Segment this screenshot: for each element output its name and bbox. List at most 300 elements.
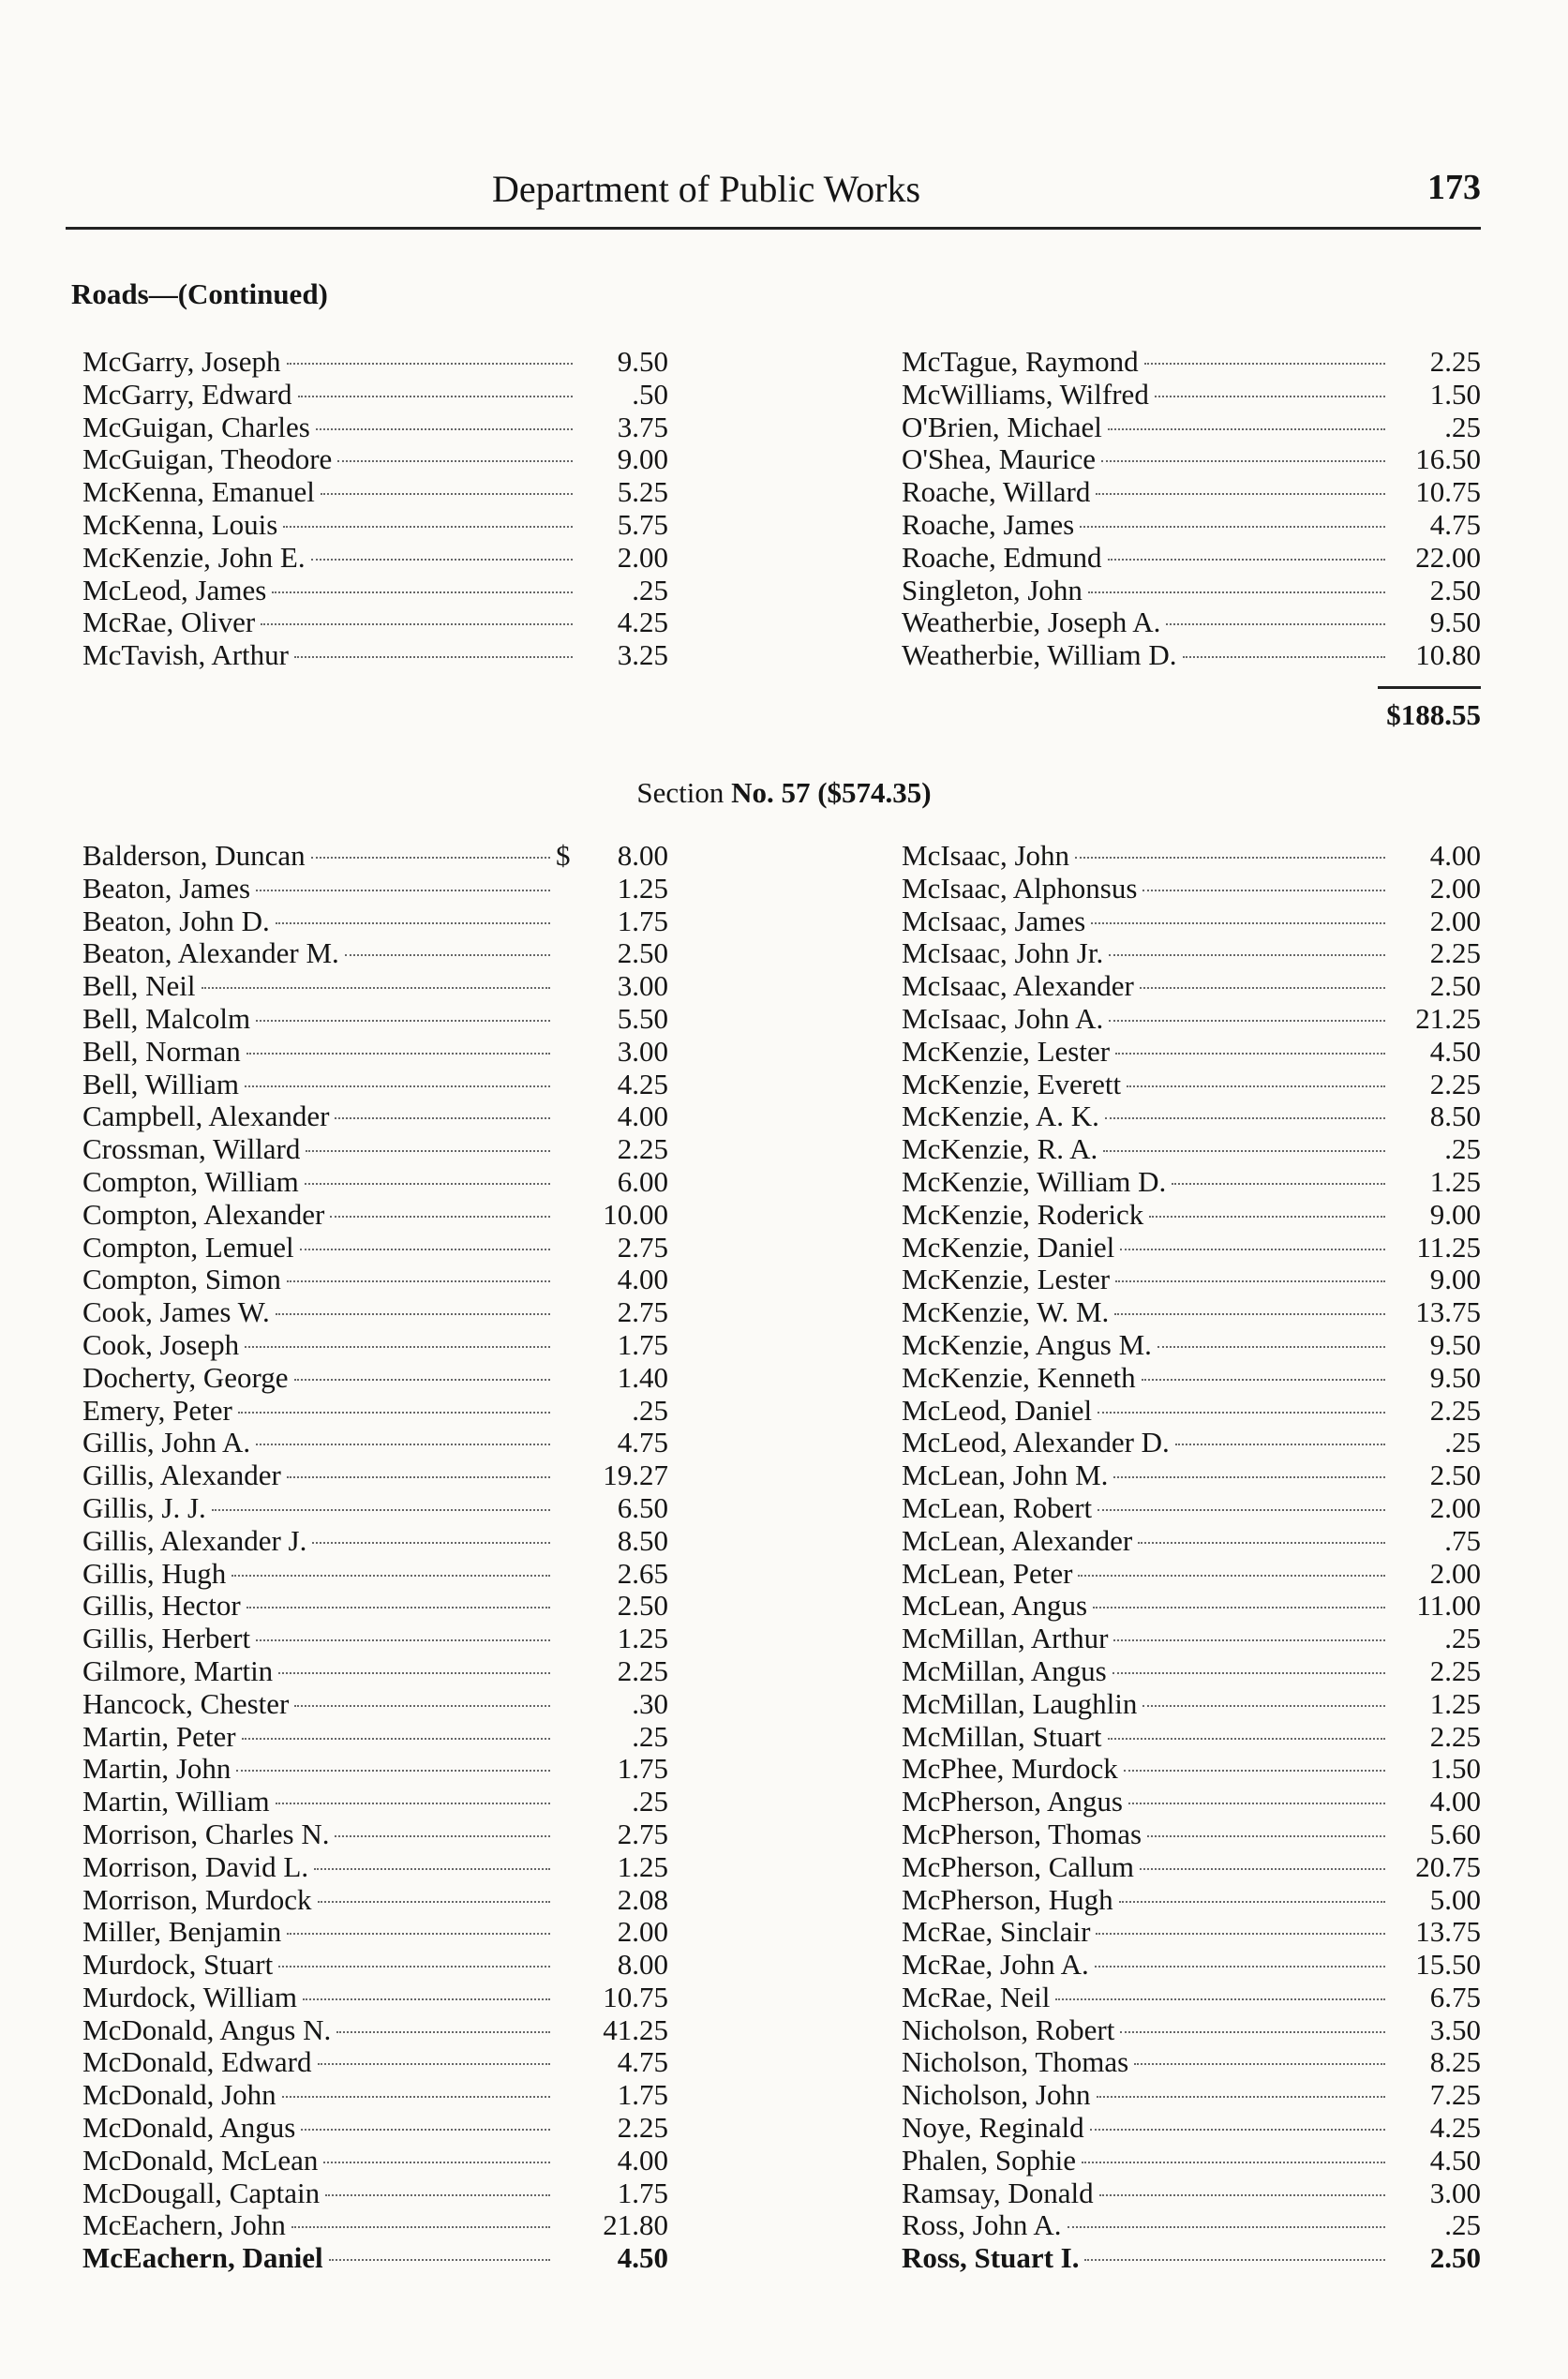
payee-name: McDonald, John (82, 2078, 276, 2112)
ledger-row (82, 1916, 668, 1949)
payee-name: Beaton, James (82, 871, 251, 905)
payment-amount: .50 (632, 377, 668, 411)
dot-leader (1090, 2129, 1385, 2131)
ledger-row (82, 443, 668, 476)
payee-name: McKenzie, Angus M. (902, 1327, 1152, 1361)
ledger-row (82, 1721, 668, 1754)
payee-name: Noye, Reginald (902, 2111, 1084, 2145)
payee-name: Cook, James W. (82, 1295, 270, 1329)
payee-name: McTavish, Arthur (82, 638, 289, 672)
dot-leader (1142, 1379, 1385, 1381)
payment-amount: 9.50 (1429, 1327, 1481, 1361)
ledger-row (902, 2046, 1481, 2079)
payment-amount: 1.50 (1429, 1752, 1481, 1786)
payee-name: McEachern, Daniel (82, 2241, 323, 2275)
payment-amount: 1.75 (617, 1327, 668, 1361)
ledger-row (902, 639, 1481, 672)
payee-name: McLean, Peter (902, 1556, 1073, 1590)
ledger-row (82, 970, 668, 1003)
payee-name: McLeod, Alexander D. (902, 1426, 1170, 1459)
payment-amount: 2.00 (617, 1915, 668, 1949)
payment-amount: 2.65 (617, 1556, 668, 1590)
dot-leader (1075, 857, 1385, 859)
ledger-row (82, 1753, 668, 1786)
payee-name: McKenzie, A. K. (902, 1100, 1099, 1133)
payee-name: Emery, Peter (82, 1393, 232, 1427)
payment-amount: 1.25 (617, 871, 668, 905)
ledger-row (82, 1395, 668, 1428)
payment-amount: 6.75 (1429, 1980, 1481, 2013)
ledger-row (902, 1133, 1481, 1166)
ledger-row (902, 2112, 1481, 2145)
ledger-row (82, 1069, 668, 1101)
payee-name: Nicholson, John (902, 2078, 1091, 2112)
ledger-row (82, 2079, 668, 2112)
dot-leader (1103, 1150, 1385, 1152)
payee-name: Roache, Edmund (902, 540, 1102, 574)
ledger-row (902, 1427, 1481, 1459)
ledger-row (902, 1069, 1481, 1101)
payee-name: McKenzie, Lester (902, 1263, 1111, 1296)
ledger-row (902, 1459, 1481, 1492)
payment-amount: 3.25 (617, 638, 668, 672)
payee-name: McPherson, Hugh (902, 1882, 1113, 1916)
dot-leader (238, 1412, 550, 1414)
payment-amount: 2.75 (617, 1817, 668, 1850)
payment-amount: 3.75 (617, 410, 668, 443)
payment-amount: 2.50 (617, 936, 668, 970)
dot-leader (246, 1607, 550, 1608)
dot-leader (1098, 1509, 1385, 1511)
payment-amount: 21.25 (1415, 1001, 1481, 1035)
payment-amount: 4.00 (617, 1263, 668, 1296)
payment-amount: 2.75 (617, 1230, 668, 1264)
payment-amount: 4.75 (617, 2045, 668, 2079)
payee-name: Martin, Peter (82, 1719, 236, 1753)
dot-leader (1099, 2194, 1385, 2196)
payee-name: McTague, Raymond (902, 345, 1139, 378)
section-continued-heading: Roads—(Continued) (71, 277, 328, 310)
payee-name: Martin, William (82, 1785, 270, 1818)
payee-name: Gillis, Herbert (82, 1622, 251, 1655)
dot-leader (1115, 1280, 1385, 1282)
payee-name: Bell, Malcolm (82, 1001, 251, 1035)
payee-name: McDonald, Angus N. (82, 2012, 332, 2046)
dot-leader (1142, 1705, 1385, 1707)
ledger-row (82, 1688, 668, 1721)
dot-leader (305, 1183, 550, 1185)
dot-leader (287, 1280, 550, 1282)
ledger-row (902, 2242, 1481, 2275)
dot-leader (311, 857, 550, 859)
dot-leader (1144, 363, 1385, 365)
payee-name: Ross, Stuart I. (902, 2241, 1080, 2275)
dot-leader (245, 1346, 550, 1348)
ledger-row (82, 840, 668, 873)
payee-name: Docherty, George (82, 1360, 289, 1394)
dot-leader (1155, 396, 1385, 397)
payee-name: McRae, John A. (902, 1948, 1089, 1982)
dot-leader (321, 493, 573, 495)
payee-name: Bell, William (82, 1067, 239, 1100)
payment-amount: 3.00 (617, 1034, 668, 1068)
payment-amount: 2.25 (617, 2111, 668, 2145)
ledger-row (902, 1199, 1481, 1232)
dot-leader (311, 559, 573, 561)
ledger-row (82, 1525, 668, 1558)
payment-amount: 2.25 (617, 1653, 668, 1687)
dot-leader (287, 1933, 550, 1935)
payment-amount: .25 (632, 573, 668, 606)
payee-name: McMillan, Arthur (902, 1622, 1109, 1655)
dot-leader (318, 2063, 551, 2065)
roads-left-column (82, 346, 668, 672)
payment-amount: 2.25 (1429, 1653, 1481, 1687)
payee-name: Singleton, John (902, 573, 1083, 606)
dot-leader (282, 2096, 550, 2098)
payment-amount: 3.00 (617, 969, 668, 1003)
ledger-row (82, 1199, 668, 1232)
payee-name: Balderson, Duncan (82, 839, 306, 872)
section-right-column (902, 840, 1481, 2275)
ledger-row (82, 379, 668, 411)
payee-name: McGarry, Joseph (82, 345, 281, 378)
dot-leader (318, 1901, 550, 1903)
ledger-row (902, 509, 1481, 542)
dot-leader (256, 1020, 550, 1022)
ledger-row (902, 1590, 1481, 1623)
payment-amount: 9.50 (1429, 1360, 1481, 1394)
payment-amount: 5.50 (617, 1001, 668, 1035)
dot-leader (294, 656, 573, 658)
dot-leader (1108, 1738, 1385, 1740)
payment-amount: 6.50 (617, 1490, 668, 1524)
dot-leader (345, 954, 550, 956)
dot-leader (202, 987, 550, 989)
payee-name: McMillan, Stuart (902, 1719, 1102, 1753)
payment-amount: 8.00 (617, 839, 668, 872)
payee-name: O'Brien, Michael (902, 410, 1102, 443)
payee-name: Gillis, John A. (82, 1426, 251, 1459)
payee-name: Campbell, Alexander (82, 1100, 330, 1133)
payment-amount: 15.50 (1415, 1948, 1481, 1982)
ledger-row (902, 1688, 1481, 1721)
ledger-row (82, 2209, 668, 2242)
ledger-row (902, 1558, 1481, 1591)
ledger-row (82, 476, 668, 509)
payment-amount: 4.25 (1429, 2111, 1481, 2145)
payee-name: McLean, Alexander (902, 1523, 1133, 1557)
payment-amount: 9.00 (1429, 1263, 1481, 1296)
dot-leader (300, 1249, 550, 1250)
ledger-row (902, 1884, 1481, 1917)
payee-name: McRae, Sinclair (902, 1915, 1091, 1949)
payment-amount: 4.25 (617, 1067, 668, 1100)
dot-leader (291, 2226, 550, 2228)
payee-name: McRae, Oliver (82, 606, 256, 639)
dot-leader (1084, 2259, 1385, 2261)
dot-leader (1175, 1444, 1385, 1445)
page-header (66, 159, 1481, 216)
payment-amount: 10.80 (1415, 638, 1481, 672)
ledger-row (902, 443, 1481, 476)
payment-amount: 4.00 (617, 2143, 668, 2177)
ledger-row (902, 2177, 1481, 2210)
payment-amount: 7.25 (1429, 2078, 1481, 2112)
payee-name: McKenzie, Roderick (902, 1197, 1144, 1231)
ledger-row (902, 1786, 1481, 1818)
payment-amount: 10.75 (603, 1980, 668, 2013)
dot-leader (1101, 460, 1385, 462)
ledger-row (902, 1525, 1481, 1558)
dot-leader (303, 1998, 550, 2000)
payment-amount: 8.50 (1429, 1100, 1481, 1133)
ledger-row (82, 542, 668, 575)
ledger-row (82, 639, 668, 672)
payee-name: McKenzie, Everett (902, 1067, 1122, 1100)
dot-leader (1120, 2031, 1385, 2033)
payment-amount: 1.25 (1429, 1164, 1481, 1198)
payee-name: McRae, Neil (902, 1980, 1051, 2013)
section-left-column (82, 840, 668, 2275)
payment-amount: 9.50 (1429, 606, 1481, 639)
payee-name: McKenna, Emanuel (82, 475, 315, 509)
ledger-row (902, 476, 1481, 509)
ledger-row (82, 1362, 668, 1395)
section-heading (0, 776, 1568, 810)
dot-leader (337, 460, 573, 462)
payment-amount: 2.75 (617, 1295, 668, 1329)
payee-name: Beaton, Alexander M. (82, 936, 339, 970)
payee-name: McIsaac, John A. (902, 1001, 1104, 1035)
payment-amount: 4.50 (617, 2241, 668, 2275)
payment-amount: 8.25 (1429, 2045, 1481, 2079)
payment-amount: 16.50 (1415, 442, 1481, 476)
payment-amount: .75 (1444, 1523, 1481, 1557)
payment-amount: .25 (1444, 1622, 1481, 1655)
ledger-row (902, 1395, 1481, 1428)
payee-name: Crossman, Willard (82, 1132, 301, 1166)
payee-name: McDonald, Angus (82, 2111, 296, 2145)
payee-name: McKenzie, John E. (82, 540, 306, 574)
payee-name: McMillan, Angus (902, 1653, 1107, 1687)
payment-amount: 1.75 (617, 1752, 668, 1786)
payee-name: Nicholson, Thomas (902, 2045, 1129, 2079)
ledger-row (902, 1851, 1481, 1884)
payment-amount: 10.75 (1415, 475, 1481, 509)
payee-name: Bell, Neil (82, 969, 196, 1003)
dot-leader (1098, 1412, 1385, 1414)
dot-leader (278, 1966, 550, 1968)
dot-leader (1088, 591, 1385, 593)
payment-amount: 1.75 (617, 2176, 668, 2209)
payee-name: McEachern, John (82, 2208, 286, 2242)
dot-leader (301, 2129, 550, 2131)
payment-amount: 9.50 (617, 345, 668, 378)
ledger-row (82, 873, 668, 905)
dot-leader (306, 1150, 550, 1152)
payment-amount: 4.00 (617, 1100, 668, 1133)
dot-leader (1128, 1803, 1385, 1804)
ledger-row (902, 1232, 1481, 1264)
ledger-row (82, 1232, 668, 1264)
payee-name: Weatherbie, William D. (902, 638, 1177, 672)
dot-leader (245, 1085, 550, 1087)
dot-leader (1109, 1020, 1385, 1022)
payment-amount: 1.25 (617, 1622, 668, 1655)
ledger-row (82, 1590, 668, 1623)
payment-amount: .25 (1444, 410, 1481, 443)
payment-amount: 5.60 (1429, 1817, 1481, 1850)
payee-name: Ramsay, Donald (902, 2176, 1094, 2209)
ledger-row (902, 1623, 1481, 1655)
ledger-row (82, 1264, 668, 1296)
dot-leader (1082, 2162, 1385, 2163)
payee-name: Murdock, William (82, 1980, 297, 2013)
dot-leader (312, 1542, 550, 1544)
dot-leader (1115, 1053, 1385, 1055)
payee-name: McGuigan, Theodore (82, 442, 333, 476)
payee-name: Gilmore, Martin (82, 1653, 274, 1687)
payee-name: McIsaac, John Jr. (902, 936, 1104, 970)
ledger-row (82, 1818, 668, 1851)
payment-amount: 9.00 (617, 442, 668, 476)
payee-name: McDonald, McLean (82, 2143, 319, 2177)
ledger-row (82, 575, 668, 607)
dot-leader (1096, 493, 1385, 495)
dot-leader (1140, 1868, 1385, 1870)
ledger-row (82, 346, 668, 379)
payee-name: Gillis, Hector (82, 1589, 241, 1623)
payment-amount: 2.50 (617, 1589, 668, 1623)
payee-name: Nicholson, Robert (902, 2012, 1115, 2046)
payee-name: McMillan, Laughlin (902, 1686, 1138, 1720)
payment-amount: 5.00 (1429, 1882, 1481, 1916)
payee-name: Hancock, Chester (82, 1686, 290, 1720)
ledger-row (902, 970, 1481, 1003)
payee-name: Roache, James (902, 507, 1075, 541)
ledger-row (902, 346, 1481, 379)
payment-amount: 11.25 (1416, 1230, 1481, 1264)
ledger-row (902, 1166, 1481, 1199)
payee-name: McKenzie, W. M. (902, 1295, 1110, 1329)
dot-leader (261, 623, 573, 625)
payment-amount: 1.25 (617, 1849, 668, 1883)
ledger-row (902, 1264, 1481, 1296)
dot-leader (316, 428, 573, 430)
payee-name: Bell, Norman (82, 1034, 241, 1068)
dot-leader (1120, 1249, 1385, 1250)
payment-amount: .25 (1444, 1132, 1481, 1166)
ledger-row (902, 1100, 1481, 1133)
dot-leader (314, 1868, 550, 1870)
payee-name: McKenna, Louis (82, 507, 278, 541)
dot-leader (236, 1770, 550, 1772)
payment-amount: 2.08 (617, 1882, 668, 1916)
payee-name: McLean, Robert (902, 1490, 1093, 1524)
dot-leader (323, 2162, 550, 2163)
ledger-row (82, 1558, 668, 1591)
dot-leader (1119, 1901, 1385, 1903)
dot-leader (246, 1053, 550, 1055)
payment-amount: 2.25 (1429, 1393, 1481, 1427)
payment-amount: 4.00 (1429, 839, 1481, 872)
dot-leader (276, 922, 550, 924)
payment-amount: 10.00 (603, 1197, 668, 1231)
dot-leader (335, 1835, 550, 1837)
payee-name: McKenzie, Kenneth (902, 1360, 1136, 1394)
payment-amount: 4.75 (1429, 507, 1481, 541)
payment-amount: 2.00 (617, 540, 668, 574)
payee-name: Martin, John (82, 1752, 231, 1786)
payment-amount: 20.75 (1415, 1849, 1481, 1883)
payment-amount: 3.50 (1429, 2012, 1481, 2046)
payee-name: Murdock, Stuart (82, 1948, 274, 1982)
payment-amount: 13.75 (1415, 1295, 1481, 1329)
ledger-row (902, 542, 1481, 575)
dot-leader (1172, 1183, 1385, 1185)
dot-leader (276, 1803, 550, 1804)
ledger-row (902, 1362, 1481, 1395)
dot-leader (1078, 1575, 1385, 1577)
ledger-row (82, 509, 668, 542)
dot-leader (272, 591, 573, 593)
payment-amount: 1.75 (617, 904, 668, 937)
payment-amount: 5.25 (617, 475, 668, 509)
payment-amount: 5.75 (617, 507, 668, 541)
ledger-row (82, 2014, 668, 2047)
dot-leader (1142, 890, 1385, 891)
ledger-row (902, 1492, 1481, 1525)
payee-name: McIsaac, Alexander (902, 969, 1134, 1003)
payment-amount: 2.25 (1429, 1067, 1481, 1100)
payee-name: Beaton, John D. (82, 904, 270, 937)
ledger-row (82, 1133, 668, 1166)
dot-leader (1124, 1770, 1385, 1772)
payment-amount: 2.50 (1429, 573, 1481, 606)
payment-amount: 2.00 (1429, 1556, 1481, 1590)
ledger-row (82, 1786, 668, 1818)
dot-leader (294, 1379, 551, 1381)
section-label: Section (636, 776, 724, 809)
payee-name: McLean, Angus (902, 1589, 1088, 1623)
payment-amount: 1.40 (617, 1360, 668, 1394)
payee-name: McGuigan, Charles (82, 410, 310, 443)
ledger-row (902, 840, 1481, 873)
payee-name: Compton, Alexander (82, 1197, 325, 1231)
dollar-sign: $ (556, 839, 571, 872)
dot-leader (298, 396, 573, 397)
dot-leader (1068, 2226, 1385, 2228)
dot-leader (1109, 954, 1385, 956)
payee-name: McKenzie, Lester (902, 1034, 1111, 1068)
ledger-row (902, 873, 1481, 905)
payee-name: McLean, John M. (902, 1459, 1109, 1492)
ledger-row (82, 937, 668, 970)
payee-name: McDougall, Captain (82, 2176, 321, 2209)
dot-leader (287, 1476, 550, 1478)
payment-amount: 21.80 (603, 2208, 668, 2242)
payee-name: Ross, John A. (902, 2208, 1062, 2242)
ledger-row (82, 905, 668, 938)
ledger-row (82, 2177, 668, 2210)
payment-amount: 4.50 (1429, 1034, 1481, 1068)
payment-amount: 2.00 (1429, 1490, 1481, 1524)
dot-leader (335, 1117, 550, 1119)
dot-leader (1091, 922, 1385, 924)
dot-leader (283, 526, 573, 528)
dot-leader (256, 1444, 550, 1445)
